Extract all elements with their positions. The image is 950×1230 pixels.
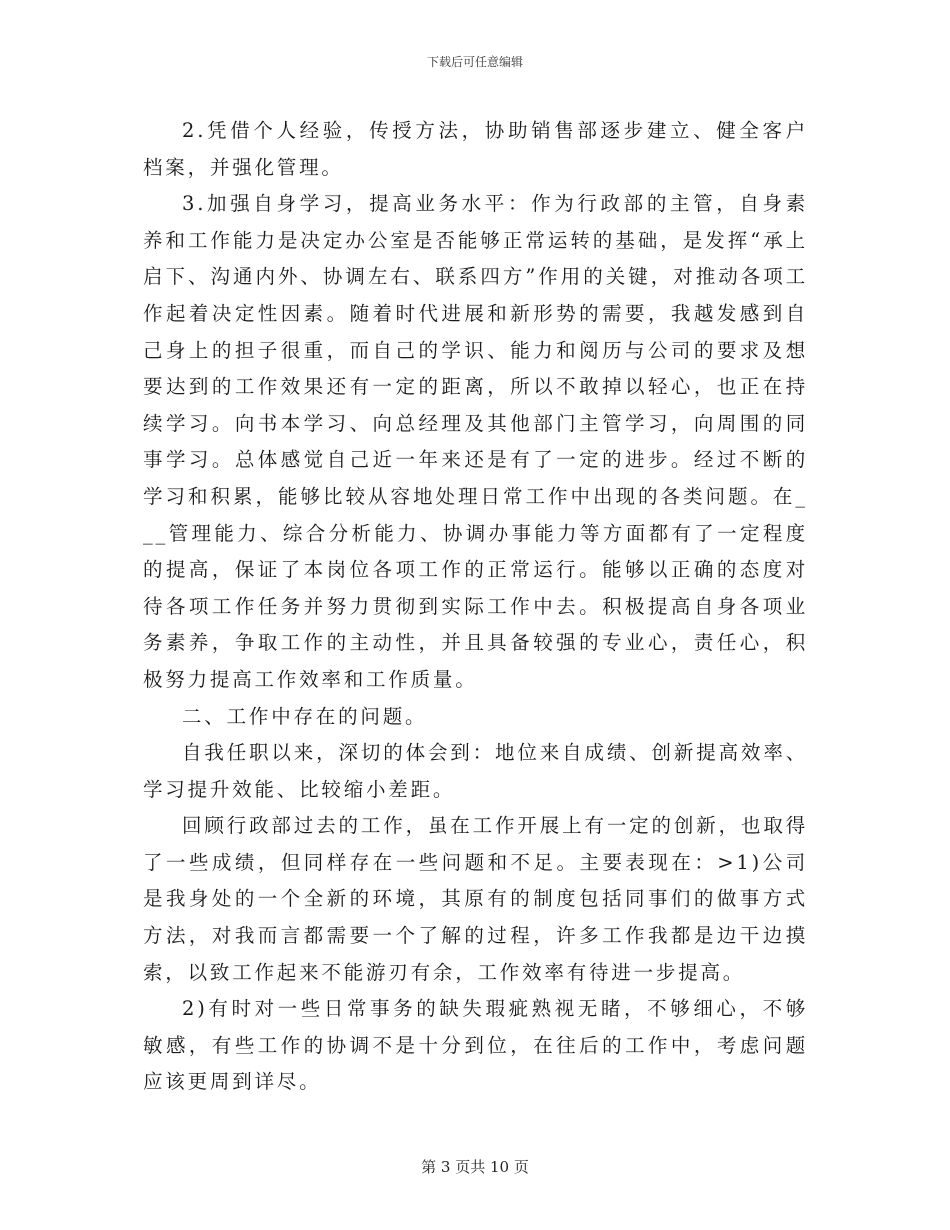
paragraph-reflection: 自我任职以来，深切的体会到：地位来自成绩、创新提高效率、学习提升效能、比较缩小差距。 [143,741,808,801]
page-header: 下载后可任意编辑 [426,55,523,69]
page-footer: 第 3 页共 10 页 [421,1158,529,1176]
paragraph-item-2: 2.凭借个人经验，传授方法，协助销售部逐步建立、健全客户档案，并强化管理。 [143,119,808,179]
paragraph-problem-2: 2)有时对一些日常事务的缺失瑕疵熟视无睹，不够细心，不够敏感，有些工作的协调不是十分到位，在往后的工作中，考虑问题应该更周到详尽。 [143,997,808,1094]
paragraph-review: 回顾行政部过去的工作，虽在工作开展上有一定的创新，也取得了一些成绩，但同样存在一些问题和不足。主要表现在：>1)公司是我身处的一个全新的环境，其原有的制度包括同事们的做事方式方法，对我而言都需要一个了解的过程，许多工作我都是边干边摸索，以致工作起来不能游刃有余，工作效率有待进一步提高。 [143,814,808,984]
section-heading-problems: 二、工作中存在的问题。 [182,704,428,728]
document-body [143,113,808,1101]
paragraph-item-3: 3.加强自身学习，提高业务水平：作为行政部的主管，自身素养和工作能力是决定办公室是否能够正常运转的基础，是发挥“承上启下、沟通内外、协调左右、联系四方”作用的关键，对推动各项工作起着决定性因素。随着时代进展和新形势的需要，我越发感到自己身上的担子很重，而自己的学识、能力和阅历与公司的要求及想要达到的工作效果还有一定的距离，所以不敢掉以轻心，也正在持续学习。向书本学习、向总经理及其他部门主管学习，向周围的同事学习。总体感觉自己近一年来还是有了一定的进步。经过不断的学习和积累，能够比较从容地处理日常工作中出现的各类问题。在___管理能力、综合分析能力、协调办事能力等方面都有了一定程度的提高，保证了本岗位各项工作的正常运行。能够以正确的态度对待各项工作任务并努力贯彻到实际工作中去。积极提高自身各项业务素养，争取工作的主动性，并且具备较强的专业心，责任心，积极努力提高工作效率和工作质量。 [143,192,808,691]
